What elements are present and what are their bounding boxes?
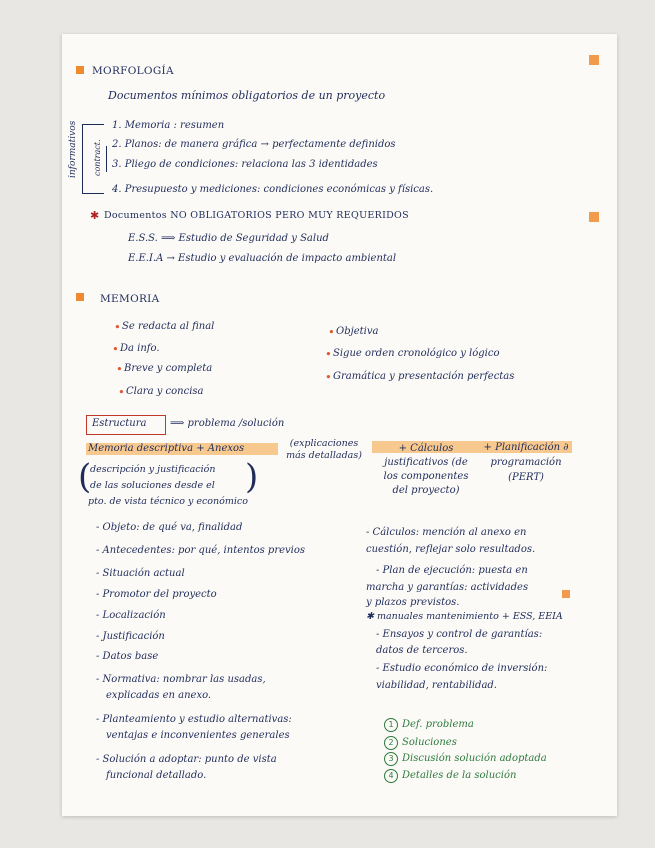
bullet-dot: • — [325, 347, 332, 361]
non-mandatory-item: E.S.S. ⟹ Estudio de Seguridad y Salud — [128, 233, 329, 244]
informativos-bracket — [82, 124, 83, 194]
non-mandatory-item: E.E.I.A → Estudio y evaluación de impacto ambiental — [128, 253, 397, 264]
structure-item: cuestión, reflejar solo resultados. — [366, 544, 536, 555]
section-bullet-icon — [76, 293, 84, 301]
structure-item: explicadas en anexo. — [106, 690, 212, 701]
structure-item: - Solución a adoptar: punto de vista — [96, 754, 277, 765]
number-2-icon: 2 — [384, 736, 398, 750]
bullet-dot: • — [328, 325, 335, 339]
estructura-label: Estructura — [92, 418, 147, 429]
numbered-item: Soluciones — [402, 737, 457, 748]
structure-item: - Justificación — [96, 631, 165, 642]
bullet-dot: • — [118, 385, 125, 399]
memoria-desc-line: descripción y justificación — [90, 464, 216, 475]
memoria-point: Gramática y presentación perfectas — [333, 371, 515, 382]
bullet-dot: • — [112, 342, 119, 356]
section-title-memoria: MEMORIA — [100, 293, 160, 305]
memoria-point: Se redacta al final — [122, 321, 215, 332]
page-tab-marker — [562, 590, 570, 598]
structure-item: - Cálculos: mención al anexo en — [366, 527, 527, 538]
bracket-tick — [82, 193, 104, 194]
morfologia-item: 1. Memoria : resumen — [112, 120, 225, 131]
contract-bracket — [106, 146, 107, 172]
memoria-point: Breve y completa — [124, 363, 213, 374]
structure-item: - Normativa: nombrar las usadas, — [96, 674, 266, 685]
structure-item: viabilidad, rentabilidad. — [376, 680, 497, 691]
section-bullet-icon — [76, 66, 84, 74]
bullet-dot: • — [114, 320, 121, 334]
structure-item: datos de terceros. — [376, 645, 468, 656]
memoria-point: Da info. — [120, 343, 160, 354]
number-3-icon: 3 — [384, 752, 398, 766]
estructura-calculos: + Cálculos justificativos (de los componentes del proyecto) — [383, 443, 469, 496]
estructura-arrow-text: ⟹ problema /solución — [170, 418, 285, 429]
morfologia-item: 4. Presupuesto y mediciones: condiciones económicas y físicas. — [112, 184, 434, 195]
memoria-desc-line: de las soluciones desde el — [90, 480, 215, 491]
estructura-anexos-note: (explicaciones más detalladas) — [286, 438, 362, 461]
bullet-dot: • — [325, 370, 332, 384]
memoria-point: Objetiva — [336, 326, 379, 337]
left-paren: ( — [78, 457, 92, 497]
structure-item: - Promotor del proyecto — [96, 589, 217, 600]
structure-item: funcional detallado. — [106, 770, 207, 781]
structure-item: - Plan de ejecución: puesta en — [376, 565, 528, 576]
structure-item: - Antecedentes: por qué, intentos previos — [96, 545, 306, 556]
numbered-item: Detalles de la solución — [402, 770, 517, 781]
morfologia-item: 3. Pliego de condiciones: relaciona las 3 identidades — [112, 159, 378, 170]
structure-item: - Planteamiento y estudio alternativas: — [96, 714, 292, 725]
memoria-point: Clara y concisa — [126, 386, 204, 397]
bracket-tick — [82, 124, 104, 125]
structure-item: - Estudio económico de inversión: — [376, 663, 548, 674]
numbered-item: Discusión solución adoptada — [402, 753, 547, 764]
morfologia-subtitle: Documentos mínimos obligatorios de un proyecto — [108, 89, 386, 102]
memoria-desc-line: pto. de vista técnico y económico — [88, 496, 248, 507]
structure-item: - Situación actual — [96, 568, 185, 579]
structure-item: - Localización — [96, 610, 166, 621]
number-1-icon: 1 — [384, 718, 398, 732]
structure-item: ✱ manuales mantenimiento + ESS, EEIA — [366, 611, 563, 622]
star-icon: ✱ — [90, 209, 100, 222]
section-title-morfologia: MORFOLOGÍA — [92, 65, 174, 77]
non-mandatory-title: Documentos NO OBLIGATORIOS PERO MUY REQUERIDOS — [104, 210, 409, 221]
memoria-point: Sigue orden cronológico y lógico — [333, 348, 500, 359]
morfologia-item: 2. Planos: de manera gráfica → perfectamente definidos — [112, 139, 396, 150]
bullet-dot: • — [116, 362, 123, 376]
informativos-side-label: informativos — [68, 120, 78, 178]
structure-item: - Ensayos y control de garantías: — [376, 629, 543, 640]
structure-item: y plazos previstos. — [366, 597, 460, 608]
structure-item: - Objeto: de qué va, finalidad — [96, 522, 243, 533]
page-tab-marker — [589, 55, 599, 65]
structure-item: ventajas e inconvenientes generales — [106, 730, 290, 741]
estructura-planificacion: + Planificación ∂ programación (PERT) — [483, 442, 569, 483]
numbered-item: Def. problema — [402, 719, 474, 730]
number-4-icon: 4 — [384, 769, 398, 783]
right-paren: ) — [245, 457, 259, 497]
contract-side-label: contract. — [93, 139, 102, 176]
estructura-part: Memoria descriptiva + Anexos — [88, 443, 245, 454]
structure-item: - Datos base — [96, 651, 159, 662]
structure-item: marcha y garantías: actividades — [366, 582, 529, 593]
page-tab-marker — [589, 212, 599, 222]
